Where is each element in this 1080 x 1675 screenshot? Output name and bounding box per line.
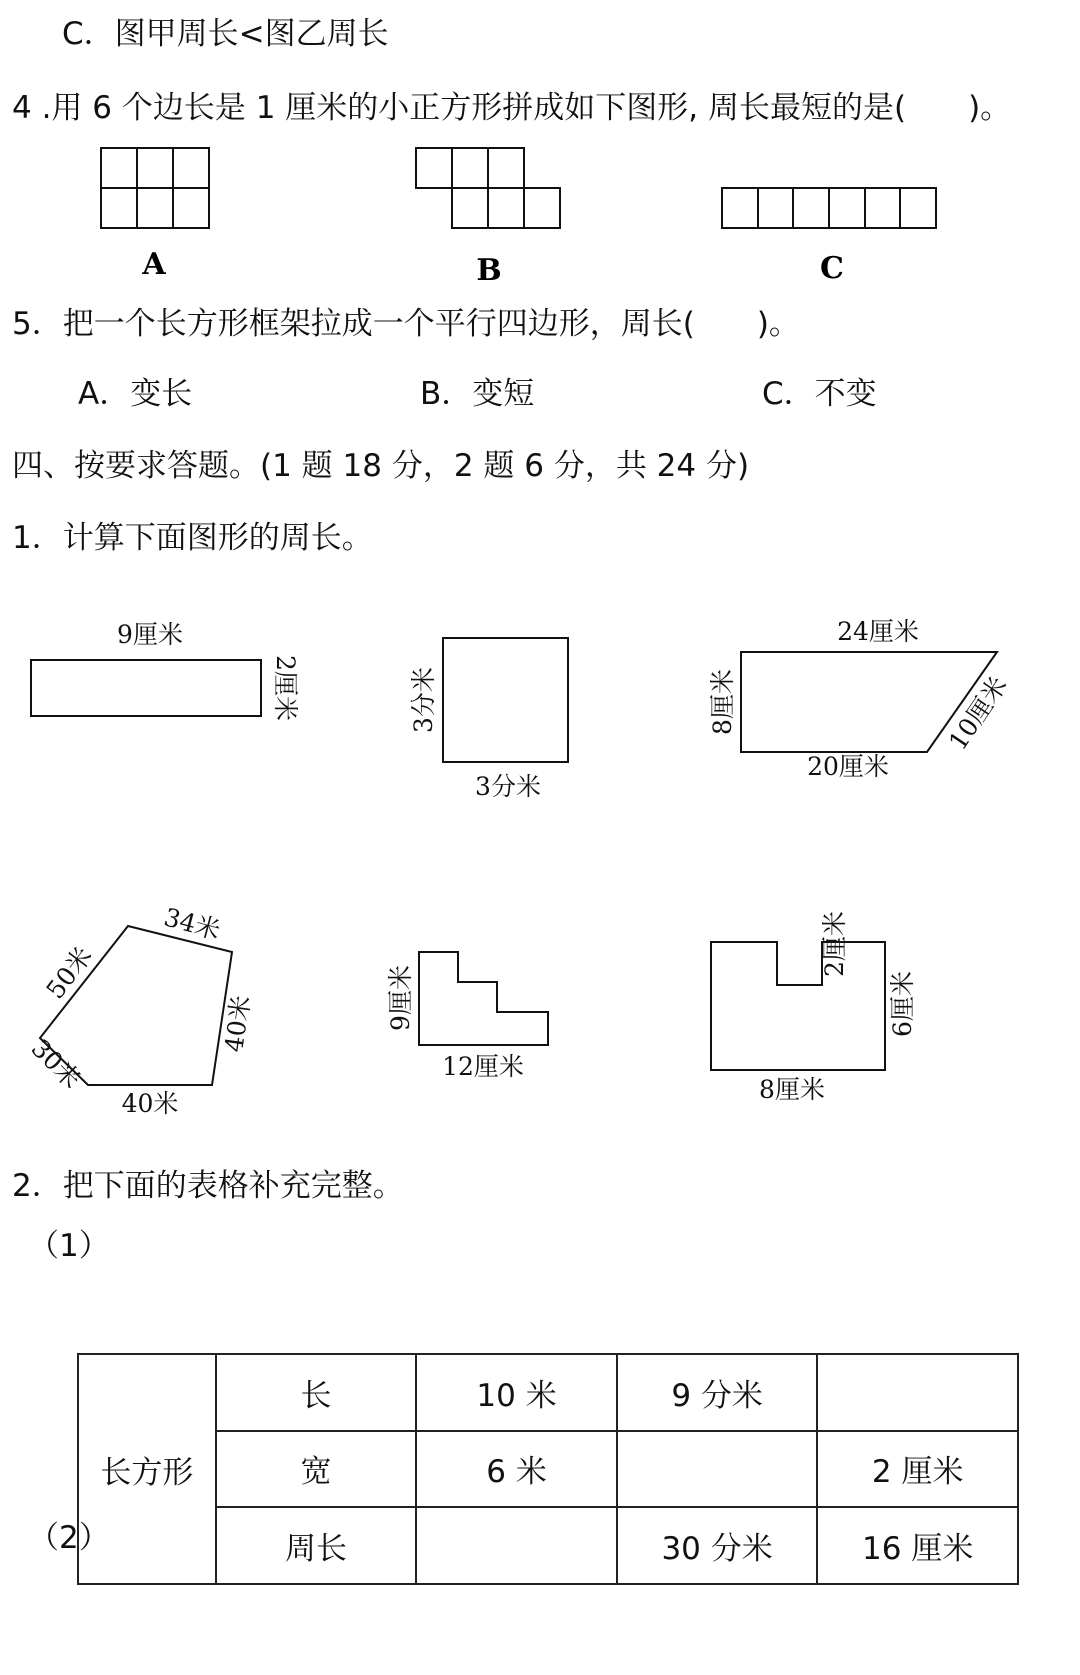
table-cell-blank[interactable] [817, 1354, 1018, 1431]
pentagon-left-label: 50米 [40, 941, 98, 1005]
q5-option-c: C．不变 [762, 376, 877, 412]
square-bottom-label: 3分米 [475, 772, 541, 801]
notched-notch-label: 2厘米 [820, 911, 849, 977]
table-cell: 6 米 [416, 1431, 617, 1508]
part1-label: （1） [28, 1228, 110, 1264]
rect-top-label: 9厘米 [117, 620, 183, 649]
pentagon-bottom-label: 40米 [121, 1089, 179, 1118]
square-shape [443, 638, 568, 762]
figure-c-row [722, 188, 936, 228]
section4-q2: 2．把下面的表格补充完整。 [12, 1168, 404, 1204]
table-cell: 16 厘米 [817, 1507, 1018, 1584]
rectangle-shape [31, 660, 261, 716]
trapezoid-top-label: 24厘米 [837, 617, 919, 646]
rect-right-label: 2厘米 [271, 655, 300, 721]
stairs-left-label: 9厘米 [386, 965, 415, 1031]
table-row [78, 1431, 1018, 1508]
table-row [78, 1507, 1018, 1584]
table-cell: 30 分米 [617, 1507, 818, 1584]
q5-option-a: A．变长 [78, 376, 193, 412]
stairs-shape [419, 952, 548, 1045]
figure-a-grid [101, 148, 209, 228]
q5-question: 5．把一个长方形框架拉成一个平行四边形，周长( )。 [12, 306, 800, 342]
q5-option-b: B．变短 [420, 376, 535, 412]
table-row-header: 长方形 [78, 1354, 216, 1584]
figure-b-label: B [476, 253, 502, 288]
notched-right-label: 6厘米 [888, 971, 917, 1037]
table-cell: 9 分米 [617, 1354, 818, 1431]
square-left-label: 3分米 [409, 667, 438, 733]
pentagon-top-label: 34米 [161, 902, 224, 946]
part2-label: （2） [28, 1520, 110, 1556]
table-row [78, 1354, 1018, 1431]
trapezoid-left-label: 8厘米 [708, 669, 737, 735]
stairs-bottom-label: 12厘米 [442, 1052, 524, 1081]
table-cell-blank[interactable] [416, 1507, 617, 1584]
pentagon-lower-left-label: 30米 [25, 1033, 87, 1095]
q4-question: 4 .用 6 个边长是 1 厘米的小正方形拼成如下图形, 周长最短的是( )。 [12, 90, 1012, 126]
rectangle-table [77, 1353, 1019, 1585]
table-cell: 2 厘米 [817, 1431, 1018, 1508]
section4-title: 四、按要求答题。(1 题 18 分，2 题 6 分，共 24 分) [12, 448, 750, 484]
table-cell: 周长 [216, 1507, 417, 1584]
table-cell: 10 米 [416, 1354, 617, 1431]
table-cell-blank[interactable] [617, 1431, 818, 1508]
figure-c-label: C [820, 251, 844, 286]
notched-shape [711, 942, 885, 1070]
pentagon-right-label: 40米 [219, 993, 256, 1054]
q3-option-c: C．图甲周长<图乙周长 [62, 16, 389, 52]
figure-b-staggered [416, 148, 560, 228]
figure-a-label: A [142, 247, 166, 282]
section4-q1: 1．计算下面图形的周长。 [12, 520, 373, 556]
trapezoid-slant-label: 10厘米 [943, 671, 1013, 756]
table-cell: 宽 [216, 1431, 417, 1508]
notched-bottom-label: 8厘米 [759, 1075, 825, 1104]
trapezoid-bottom-label: 20厘米 [807, 752, 889, 781]
table-cell: 长 [216, 1354, 417, 1431]
